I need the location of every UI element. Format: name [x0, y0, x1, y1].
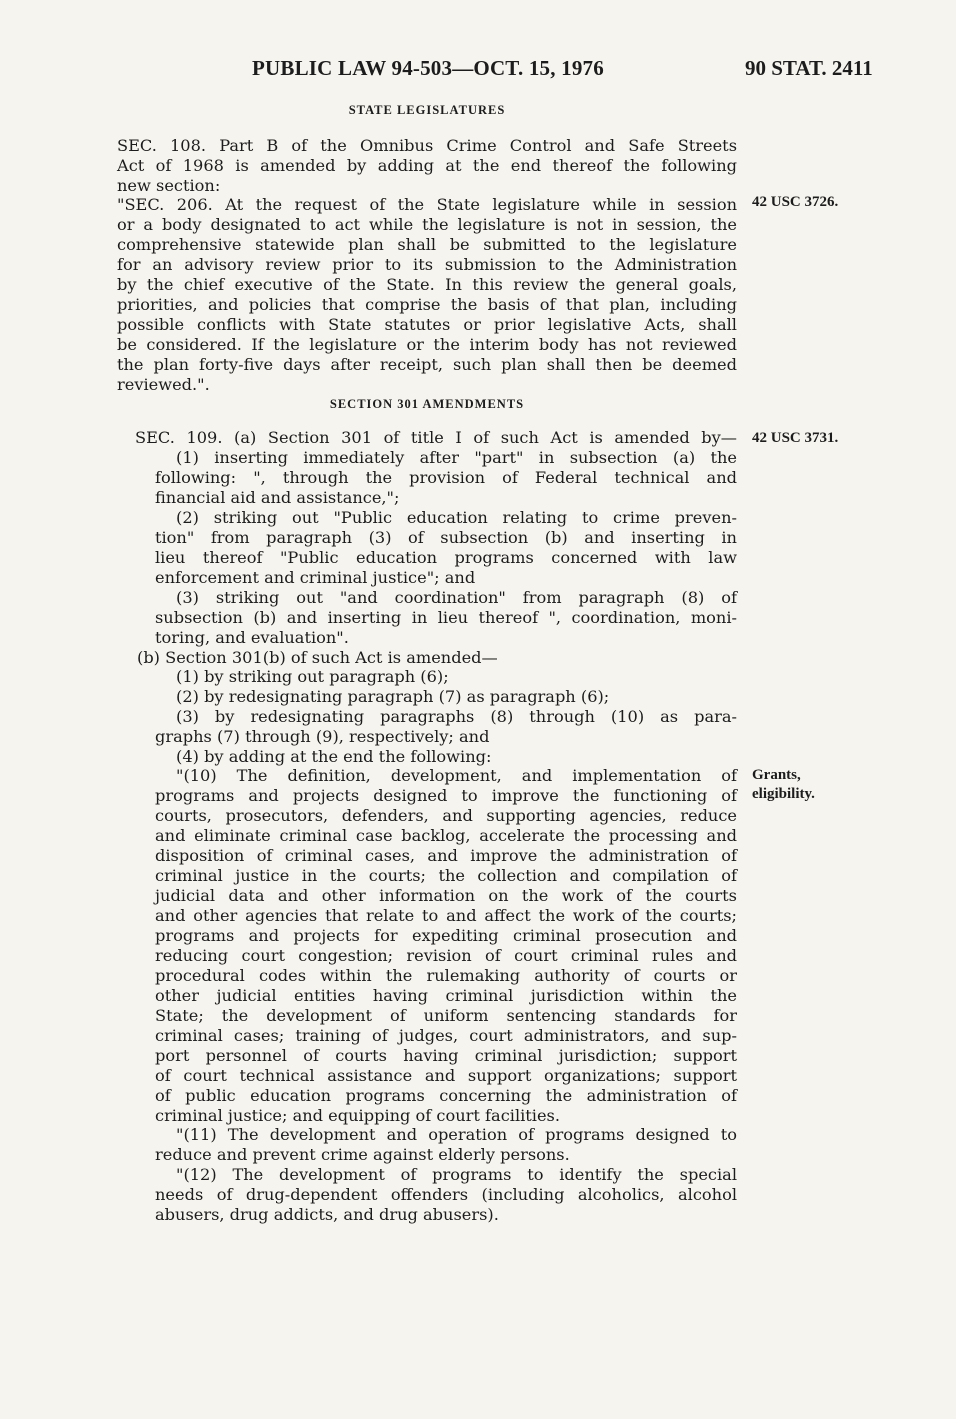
text-line: [0, 295, 956, 315]
text-line: [0, 588, 956, 608]
text-line-content: abusers, drug addicts, and drug abusers).: [155, 1205, 499, 1224]
public-law-header: PUBLIC LAW 94-503—OCT. 15, 1976: [252, 56, 604, 80]
text-line: [0, 747, 956, 767]
text-line-content: and eliminate criminal case backlog, accelerate the processing and: [155, 826, 737, 845]
text-line-content: procedural codes within the rulemaking authority of courts or: [155, 966, 737, 985]
text-line: [0, 1046, 956, 1066]
text-line-content: comprehensive statewide plan shall be submitted to the legislature: [117, 235, 737, 254]
text-line: [0, 667, 956, 687]
text-line-content: tion" from paragraph (3) of subsection (b) and inserting in: [155, 528, 737, 547]
text-line: [0, 156, 956, 176]
margin-note-42-usc-3726: 42 USC 3726.: [752, 194, 839, 210]
text-line: [0, 528, 956, 548]
text-line-content: criminal justice in the courts; the collection and compilation of: [155, 866, 737, 885]
text-line-content: (b) Section 301(b) of such Act is amended—: [137, 648, 498, 667]
text-line: [0, 448, 956, 468]
text-line-content: courts, prosecutors, defenders, and supporting agencies, reduce: [155, 806, 737, 825]
text-line-content: (2) by redesignating paragraph (7) as paragraph (6);: [176, 687, 610, 706]
text-line-content: judicial data and other information on the work of the courts: [155, 886, 737, 905]
text-line: [0, 866, 956, 886]
text-line: [0, 1165, 956, 1185]
text-line: [0, 687, 956, 707]
text-line: [0, 1205, 956, 1225]
text-line: [0, 846, 956, 866]
text-line-content: criminal cases; training of judges, court administrators, and sup-: [155, 1026, 737, 1045]
text-line-content: "(12) The development of programs to identify the special: [176, 1165, 737, 1184]
text-line: [0, 1026, 956, 1046]
text-line: [0, 727, 956, 747]
text-line: [0, 786, 956, 806]
text-line-content: State; the development of uniform sentencing standards for: [155, 1006, 737, 1025]
text-line-content: programs and projects designed to improve the functioning of: [155, 786, 737, 805]
text-line-content: needs of drug-dependent offenders (including alcoholics, alcohol: [155, 1185, 737, 1204]
text-line: [0, 707, 956, 727]
text-line: [0, 215, 956, 235]
text-line: [0, 1106, 956, 1126]
text-line-content: of court technical assistance and support organizations; support: [155, 1066, 737, 1085]
text-line-content: subsection (b) and inserting in lieu thereof ", coordination, moni-: [155, 608, 737, 627]
text-line: [0, 568, 956, 588]
text-line-content: (3) striking out "and coordination" from paragraph (8) of: [176, 588, 737, 607]
text-line-content: by the chief executive of the State. In this review the general goals,: [117, 275, 737, 294]
text-line: [0, 1086, 956, 1106]
text-line: [0, 926, 956, 946]
text-line: [0, 508, 956, 528]
text-line: [0, 1006, 956, 1026]
text-line-content: other judicial entities having criminal jurisdiction within the: [155, 986, 737, 1005]
text-line-content: for an advisory review prior to its submission to the Administration: [117, 255, 737, 274]
text-line-content: (3) by redesignating paragraphs (8) through (10) as para-: [176, 707, 737, 726]
text-line-content: toring, and evaluation".: [155, 628, 349, 647]
text-line: [0, 488, 956, 508]
text-line-content: criminal justice; and equipping of court facilities.: [155, 1106, 561, 1125]
margin-note-grants: Grants,: [752, 767, 801, 783]
text-line-content: reducing court congestion; revision of court criminal rules and: [155, 946, 737, 965]
text-line-content: the plan forty-five days after receipt, such plan shall then be deemed: [117, 355, 737, 374]
margin-note-42-usc-3731: 42 USC 3731.: [752, 430, 839, 446]
text-line: [0, 195, 956, 215]
text-line-content: priorities, and policies that comprise the basis of that plan, including: [117, 295, 737, 314]
text-line: [0, 946, 956, 966]
text-line-content: (2) striking out "Public education relating to crime preven-: [176, 508, 737, 527]
text-line-content: lieu thereof "Public education programs concerned with law: [155, 548, 737, 567]
text-line-content: disposition of criminal cases, and improve the administration of: [155, 846, 737, 865]
text-line: [0, 1185, 956, 1205]
text-line-content: (1) inserting immediately after "part" in subsection (a) the: [176, 448, 737, 467]
text-line-content: programs and projects for expediting criminal prosecution and: [155, 926, 737, 945]
text-line: [0, 428, 956, 448]
text-line-content: new section:: [117, 176, 221, 195]
text-line: [0, 375, 956, 395]
text-line: [0, 176, 956, 196]
text-line: [0, 315, 956, 335]
text-line: [0, 1145, 956, 1165]
text-line: [0, 548, 956, 568]
text-line-content: of public education programs concerning the administration of: [155, 1086, 737, 1105]
section-heading-state-legislatures: STATE LEGISLATURES: [348, 103, 506, 117]
text-line-content: "(11) The development and operation of programs designed to: [176, 1125, 737, 1144]
text-line: [0, 1066, 956, 1086]
text-line: [0, 235, 956, 255]
text-line-content: reduce and prevent crime against elderly persons.: [155, 1145, 570, 1164]
text-line: [0, 608, 956, 628]
text-line-content: possible conflicts with State statutes or prior legislative Acts, shall: [117, 315, 737, 334]
text-line: [0, 826, 956, 846]
text-line: [0, 648, 956, 668]
text-line-content: SEC. 108. Part B of the Omnibus Crime Control and Safe Streets: [117, 136, 737, 155]
text-line-content: Act of 1968 is amended by adding at the end thereof the following: [117, 156, 737, 175]
text-line: [0, 335, 956, 355]
text-line: [0, 1125, 956, 1145]
text-line: [0, 986, 956, 1006]
text-line: [0, 766, 956, 786]
text-line: [0, 275, 956, 295]
text-line-content: be considered. If the legislature or the interim body has not reviewed: [117, 335, 737, 354]
text-line: [0, 136, 956, 156]
text-line-content: enforcement and criminal justice"; and: [155, 568, 476, 587]
text-line-content: reviewed.".: [117, 375, 210, 394]
text-line-content: (4) by adding at the end the following:: [176, 747, 492, 766]
text-line: [0, 886, 956, 906]
text-line: [0, 628, 956, 648]
text-line: [0, 906, 956, 926]
text-line-content: financial aid and assistance,";: [155, 488, 400, 507]
section-heading-301-amendments: SECTION 301 AMENDMENTS: [329, 397, 525, 411]
text-line: [0, 468, 956, 488]
text-line: [0, 806, 956, 826]
text-line-content: SEC. 109. (a) Section 301 of title I of such Act is amended by—: [135, 428, 737, 447]
text-line-content: "(10) The definition, development, and implementation of: [176, 766, 737, 785]
text-line-content: (1) by striking out paragraph (6);: [176, 667, 449, 686]
text-line: [0, 966, 956, 986]
text-line: [0, 255, 956, 275]
text-line-content: "SEC. 206. At the request of the State legislature while in session: [117, 195, 737, 214]
text-line-content: and other agencies that relate to and affect the work of the courts;: [155, 906, 737, 925]
stat-page-number: 90 STAT. 2411: [745, 56, 873, 80]
text-line: [0, 355, 956, 375]
margin-note-eligibility: eligibility.: [752, 786, 815, 802]
text-line-content: following: ", through the provision of Federal technical and: [155, 468, 737, 487]
text-line-content: port personnel of courts having criminal jurisdiction; support: [155, 1046, 737, 1065]
text-line-content: graphs (7) through (9), respectively; and: [155, 727, 490, 746]
text-line-content: or a body designated to act while the legislature is not in session, the: [117, 215, 737, 234]
